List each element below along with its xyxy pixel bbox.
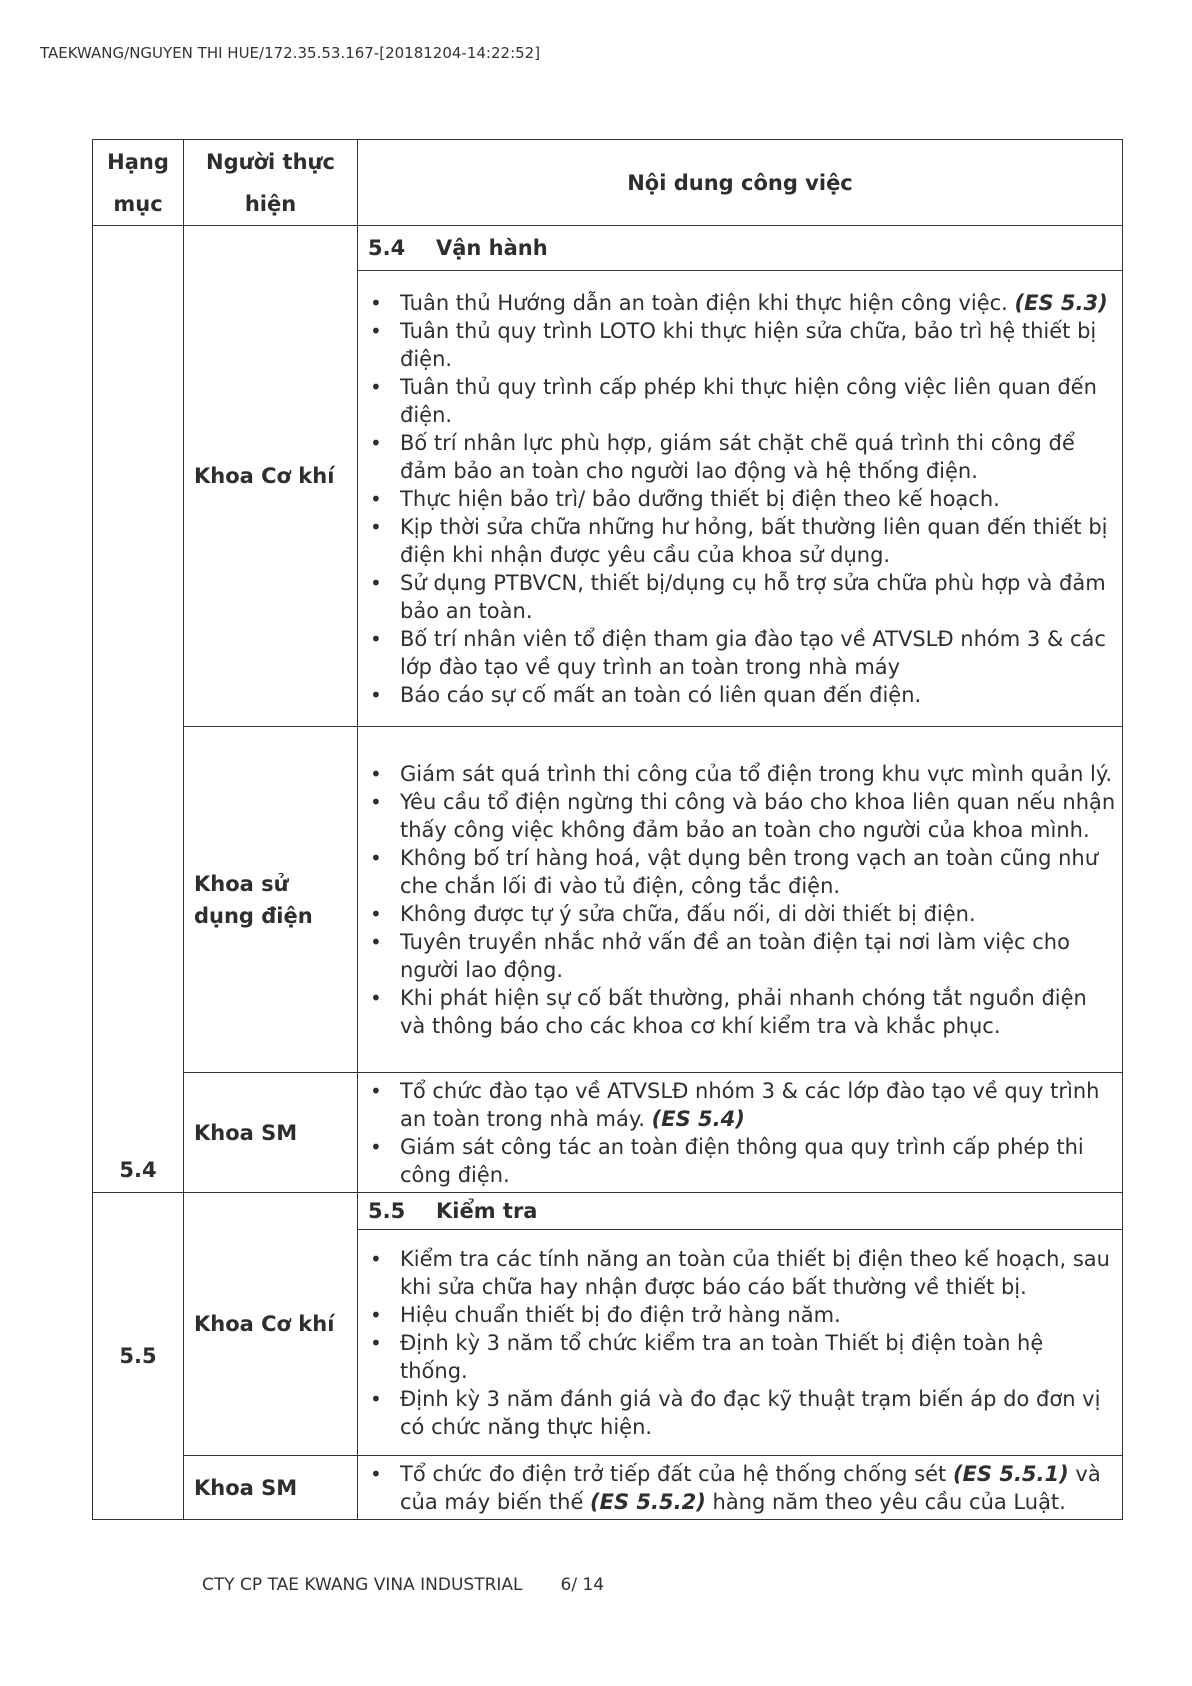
item-text: Tuyên truyền nhắc nhở vấn đề an toàn điện tại nơi làm việc cho người lao động. — [400, 930, 1070, 982]
item-text: Thực hiện bảo trì/ bảo dưỡng thiết bị điện theo kế hoạch. — [400, 487, 1000, 511]
list-item — [366, 429, 1116, 485]
list-item — [366, 289, 1116, 317]
item-text: Yêu cầu tổ điện ngừng thi công và báo cho khoa liên quan nếu nhận thấy công việc không đảm bảo an toàn cho người của khoa mình. — [400, 790, 1116, 842]
list-item — [366, 1133, 1116, 1189]
item-text: Tuân thủ Hướng dẫn an toàn điện khi thực hiện công việc. — [400, 291, 1015, 315]
category-cell-5-5: 5.5 — [93, 1193, 184, 1520]
table-header-row — [93, 140, 1123, 226]
list-item — [366, 1077, 1116, 1133]
content-cell — [358, 1230, 1123, 1456]
section-number: 5.5 — [368, 1199, 406, 1223]
list-item — [366, 1385, 1116, 1441]
list-item — [366, 681, 1116, 709]
standard-reference: (ES 5.4) — [651, 1107, 745, 1131]
list-item — [366, 928, 1116, 984]
item-text: Tuân thủ quy trình LOTO khi thực hiện sửa chữa, bảo trì hệ thiết bị điện. — [400, 319, 1097, 371]
responsibility-table — [92, 139, 1123, 1520]
task-list — [366, 760, 1116, 1040]
standard-reference: (ES 5.5.1) — [952, 1462, 1069, 1486]
item-text: Kịp thời sửa chữa những hư hỏng, bất thường liên quan đến thiết bị điện khi nhận được yêu cầu của khoa sử dụng. — [400, 515, 1108, 567]
performer-label: Khoa sử dụng điện — [194, 871, 313, 928]
item-text: Bố trí nhân viên tổ điện tham gia đào tạo về ATVSLĐ nhóm 3 & các lớp đào tạo về quy trình an toàn trong nhà máy — [400, 627, 1106, 679]
list-item — [366, 1245, 1116, 1301]
list-item — [366, 625, 1116, 681]
table-row — [93, 1073, 1123, 1193]
section-heading-5-4 — [358, 226, 1123, 271]
performer-cell: Khoa Cơ khí — [184, 226, 358, 727]
section-title: Kiểm tra — [436, 1199, 538, 1223]
page-footer — [202, 1575, 604, 1595]
standard-reference: (ES 5.3) — [1014, 291, 1108, 315]
item-text: Giám sát công tác an toàn điện thông qua quy trình cấp phép thi công điện. — [400, 1135, 1084, 1187]
list-item — [366, 900, 1116, 928]
item-text: Không bố trí hàng hoá, vật dụng bên trong vạch an toàn cũng như che chắn lối đi vào tủ điện, công tắc điện. — [400, 846, 1099, 898]
item-text: Tổ chức đào tạo về ATVSLĐ nhóm 3 & các lớp đào tạo về quy trình an toàn trong nhà máy. — [400, 1079, 1100, 1131]
list-item — [366, 1301, 1116, 1329]
header-category: Hạng mục — [93, 140, 184, 226]
item-text: Kiểm tra các tính năng an toàn của thiết bị điện theo kế hoạch, sau khi sửa chữa hay nhận được báo cáo bất thường về thiết bị. — [400, 1247, 1110, 1299]
item-text: Báo cáo sự cố mất an toàn có liên quan đến điện. — [400, 683, 922, 707]
performer-cell: Khoa SM — [184, 1073, 358, 1193]
task-list — [366, 1077, 1116, 1189]
table-row — [93, 727, 1123, 1073]
item-text: Hiệu chuẩn thiết bị đo điện trở hàng năm. — [400, 1303, 841, 1327]
performer-cell: Khoa Cơ khí — [184, 1193, 358, 1456]
content-cell — [358, 1073, 1123, 1193]
content-cell — [358, 727, 1123, 1073]
table-row — [93, 1193, 1123, 1230]
header-content: Nội dung công việc — [358, 140, 1123, 226]
table-row — [93, 1456, 1123, 1520]
section-number: 5.4 — [368, 236, 406, 260]
list-item — [366, 513, 1116, 569]
table-row — [93, 226, 1123, 271]
task-list — [366, 1245, 1116, 1441]
header-performer: Người thực hiện — [184, 140, 358, 226]
item-text: Giám sát quá trình thi công của tổ điện trong khu vực mình quản lý. — [400, 762, 1113, 786]
section-title: Vận hành — [436, 236, 548, 260]
footer-page-number: 6/ 14 — [560, 1575, 605, 1595]
item-text: Tổ chức đo điện trở tiếp đất của hệ thống chống sét — [400, 1462, 953, 1486]
item-text: Định kỳ 3 năm đánh giá và đo đạc kỹ thuật trạm biến áp do đơn vị có chức năng thực hiện. — [400, 1387, 1101, 1439]
performer-cell — [184, 727, 358, 1073]
list-item — [366, 788, 1116, 844]
item-text: Định kỳ 3 năm tổ chức kiểm tra an toàn Thiết bị điện toàn hệ thống. — [400, 1331, 1044, 1383]
list-item — [366, 569, 1116, 625]
item-text: Tuân thủ quy trình cấp phép khi thực hiện công việc liên quan đến điện. — [400, 375, 1097, 427]
list-item — [366, 1460, 1116, 1516]
section-heading-5-5 — [358, 1193, 1123, 1230]
task-list — [366, 1460, 1116, 1516]
item-text: Bố trí nhân lực phù hợp, giám sát chặt chẽ quá trình thi công để đảm bảo an toàn cho người lao động và hệ thống điện. — [400, 431, 1075, 483]
footer-company: CTY CP TAE KWANG VINA INDUSTRIAL — [202, 1575, 523, 1595]
list-item — [366, 485, 1116, 513]
item-text: hàng năm theo yêu cầu của Luật. — [705, 1490, 1066, 1514]
document-header-stamp: TAEKWANG/NGUYEN THI HUE/172.35.53.167-[20181204-14:22:52] — [40, 44, 541, 62]
list-item — [366, 317, 1116, 373]
category-cell-5-4: 5.4 — [93, 226, 184, 1193]
item-text: Khi phát hiện sự cố bất thường, phải nhanh chóng tắt nguồn điện và thông báo cho các khoa cơ khí kiểm tra và khắc phục. — [400, 986, 1087, 1038]
list-item — [366, 984, 1116, 1040]
item-text: Sử dụng PTBVCN, thiết bị/dụng cụ hỗ trợ sửa chữa phù hợp và đảm bảo an toàn. — [400, 571, 1106, 623]
task-list — [366, 289, 1116, 709]
list-item — [366, 373, 1116, 429]
performer-cell: Khoa SM — [184, 1456, 358, 1520]
content-cell — [358, 271, 1123, 727]
item-text: Không được tự ý sửa chữa, đấu nối, di dời thiết bị điện. — [400, 902, 976, 926]
content-cell — [358, 1456, 1123, 1520]
list-item — [366, 1329, 1116, 1385]
standard-reference: (ES 5.5.2) — [590, 1490, 706, 1514]
list-item — [366, 760, 1116, 788]
list-item — [366, 844, 1116, 900]
item-text: và của máy biến thế — [400, 1462, 1101, 1514]
